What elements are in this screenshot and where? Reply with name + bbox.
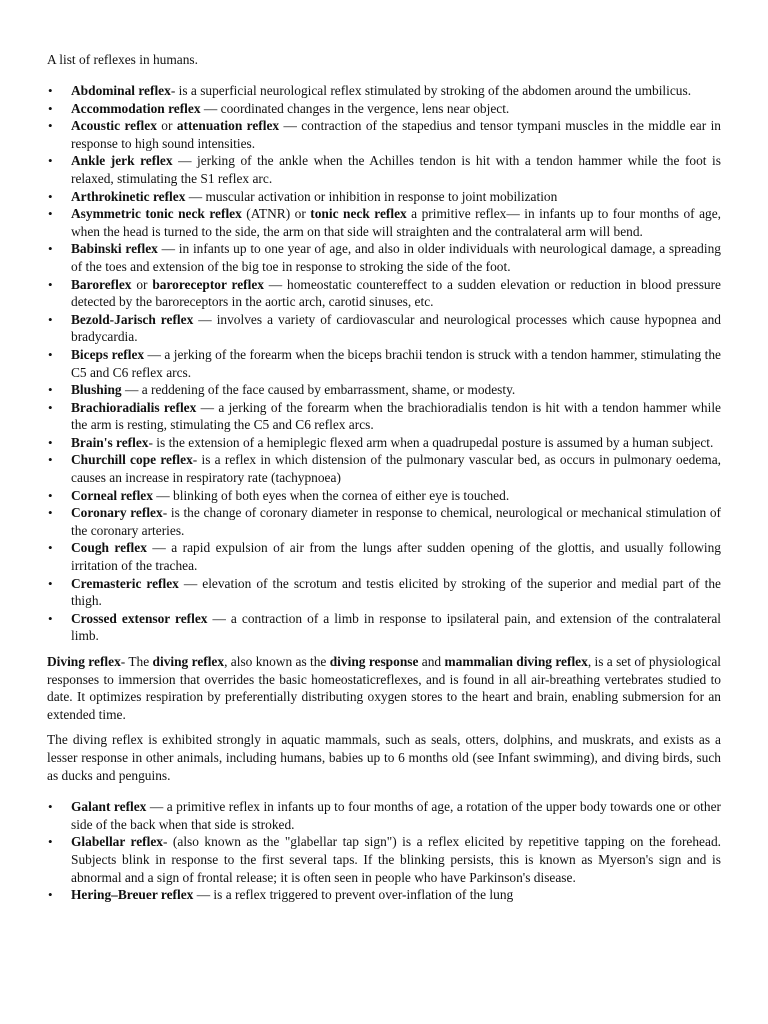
reflex-term: Blushing — [71, 382, 122, 398]
reflex-term: Glabellar reflex — [71, 834, 163, 850]
reflex-list-2 — [47, 798, 721, 904]
reflex-term: Ankle jerk reflex — [71, 153, 173, 169]
reflex-term: Abdominal reflex — [71, 83, 171, 98]
reflex-term: mammalian diving reflex — [444, 654, 588, 669]
list-item — [47, 504, 721, 539]
reflex-term: Hering–Breuer reflex — [71, 887, 194, 903]
reflex-term: diving response — [329, 654, 419, 669]
reflex-description: — a jerking of the forearm when the biceps brachii tendon is struck with a tendon hammer, stimulating the C5 and C6 reflex arcs. — [71, 346, 721, 380]
list-item — [47, 117, 721, 152]
reflex-term: Coronary reflex — [71, 505, 163, 521]
reflex-description: - is a superficial neurological reflex stimulated by stroking of the abdomen around the umbilicus. — [170, 83, 692, 98]
list-item — [47, 434, 721, 452]
reflex-description: — coordinated changes in the vergence, lens near object. — [200, 100, 510, 116]
reflex-description: and — [418, 654, 445, 669]
reflex-description: — in infants up to one year of age, and also in older individuals with neurological damage, a spreading of the toes and extension of the big toe in response to stroking the side of the foot. — [71, 241, 721, 274]
reflex-term: Accommodation reflex — [71, 100, 201, 116]
diving-reflex-detail-paragraph — [47, 731, 721, 784]
reflex-term: Cremasteric reflex — [71, 575, 179, 591]
reflex-term: attenuation reflex — [176, 118, 280, 134]
reflex-description: — contraction of the stapedius and tensor tympani muscles in the middle ear in response to high sound intensities. — [71, 118, 721, 151]
list-item — [47, 82, 721, 100]
reflex-description: - The — [120, 654, 153, 669]
reflex-description: — homeostatic countereffect to a sudden elevation or reduction in blood pressure detected by the baroreceptors in the aortic arch, carotid sinuses, etc. — [71, 276, 721, 310]
reflex-term: Acoustic reflex — [71, 118, 157, 134]
list-item — [47, 399, 721, 434]
list-item — [47, 575, 721, 610]
reflex-term: Baroreflex — [71, 276, 132, 292]
reflex-description: a primitive reflex— in infants up to four months of age, when the head is turned to the side, the arm on that side will straighten and the contralateral arm will bend. — [71, 206, 721, 239]
reflex-description: or — [131, 276, 153, 292]
reflex-description: — a reddening of the face caused by embarrassment, shame, or modesty. — [121, 382, 516, 398]
list-item — [47, 610, 721, 645]
reflex-term: Asymmetric tonic neck reflex — [71, 206, 242, 222]
reflex-term: baroreceptor reflex — [152, 276, 264, 292]
reflex-description: , is a set of physiological responses to immersion that overrides the basic homeostaticreflexes, and is found in all air-breathing vertebrates studied to date. It optimizes respiration by preferentially distributing oxygen stores to the heart and brain, enabling submersion for an extended time. — [47, 654, 721, 722]
reflex-list-1 — [47, 82, 721, 645]
list-item — [47, 276, 721, 311]
reflex-term: tonic neck reflex — [310, 206, 407, 222]
reflex-term: Crossed extensor reflex — [71, 610, 208, 626]
list-item — [47, 240, 721, 275]
reflex-description: — elevation of the scrotum and testis elicited by stroking of the superior and medial part of the thigh. — [71, 575, 721, 609]
reflex-term: Bezold-Jarisch reflex — [71, 311, 194, 327]
reflex-description: — is a reflex triggered to prevent over-inflation of the lung — [193, 887, 514, 903]
list-item — [47, 539, 721, 574]
list-item — [47, 886, 721, 904]
reflex-term: Brain's reflex — [71, 434, 149, 450]
reflex-description: (ATNR) or — [241, 206, 311, 222]
document-page — [47, 52, 721, 904]
reflex-term: Diving reflex — [47, 654, 121, 669]
reflex-term: Churchill cope reflex — [71, 452, 193, 468]
reflex-description: - is the change of coronary diameter in response to chemical, neurological or mechanical stimulation of the coronary arteries. — [71, 505, 722, 538]
list-item — [47, 188, 721, 206]
reflex-description: - is a reflex in which distension of the pulmonary vascular bed, as occurs in pulmonary oedema, causes an increase in respiratory rate (tachypnoea) — [71, 452, 721, 486]
list-item — [47, 798, 721, 833]
reflex-description: - (also known as the "glabellar tap sign") is a reflex elicited by repetitive tapping on the forehead. Subjects blink in response to the first several taps. If the blinking persists, this is known as Myerson's sign and is abnormal and a sign of frontal release; it is often seen in people who have Parkinson's disease. — [71, 834, 721, 885]
list-item — [47, 487, 721, 505]
intro-text: A list of reflexes in humans. — [47, 52, 198, 67]
reflex-term: Arthrokinetic reflex — [71, 188, 186, 204]
list-item — [47, 311, 721, 346]
reflex-description: - is the extension of a hemiplegic flexed arm when a quadrupedal posture is assumed by a human subject. — [148, 434, 714, 450]
reflex-term: Corneal reflex — [71, 487, 153, 503]
reflex-description: — jerking of the ankle when the Achilles tendon is hit with a tendon hammer while the foot is relaxed, stimulating the S1 reflex arc. — [71, 153, 721, 186]
reflex-description: — a primitive reflex in infants up to four months of age, a rotation of the upper body towards one or other side of the back when that side is stroked. — [71, 799, 721, 832]
reflex-term: Biceps reflex — [71, 346, 145, 362]
reflex-description: — a contraction of a limb in response to ipsilateral pain, and extension of the contralateral limb. — [71, 610, 721, 644]
list-item — [47, 152, 721, 187]
reflex-description: — involves a variety of cardiovascular and neurological processes which cause hypopnea and bradycardia. — [71, 311, 722, 345]
reflex-description: — a jerking of the forearm when the brachioradialis tendon is hit with a tendon hammer while the arm is resting, stimulating the C5 and C6 reflex arcs. — [71, 399, 721, 433]
list-item — [47, 205, 721, 240]
reflex-description: The diving reflex is exhibited strongly in aquatic mammals, such as seals, otters, dolphins, and muskrats, and exists as a lesser response in other animals, including humans, babies up to 6 months old (see Infant swimming), and diving birds, such as ducks and penguins. — [47, 732, 721, 783]
reflex-term: Babinski reflex — [71, 241, 158, 257]
list-item — [47, 100, 721, 118]
reflex-term: Galant reflex — [71, 799, 147, 815]
reflex-term: Cough reflex — [71, 540, 147, 556]
reflex-term: diving reflex — [152, 654, 225, 669]
reflex-description: — muscular activation or inhibition in response to joint mobilization — [185, 188, 558, 204]
list-item — [47, 381, 721, 399]
diving-reflex-paragraph — [47, 653, 721, 723]
reflex-description: , also known as the — [224, 654, 330, 669]
list-item — [47, 451, 721, 486]
reflex-description: — a rapid expulsion of air from the lungs after sudden opening of the glottis, and usually following irritation of the trachea. — [71, 540, 721, 574]
list-item — [47, 833, 721, 886]
list-item — [47, 346, 721, 381]
reflex-description: — blinking of both eyes when the cornea of either eye is touched. — [152, 487, 510, 503]
reflex-term: Brachioradialis reflex — [71, 399, 197, 415]
reflex-description: or — [156, 118, 177, 134]
